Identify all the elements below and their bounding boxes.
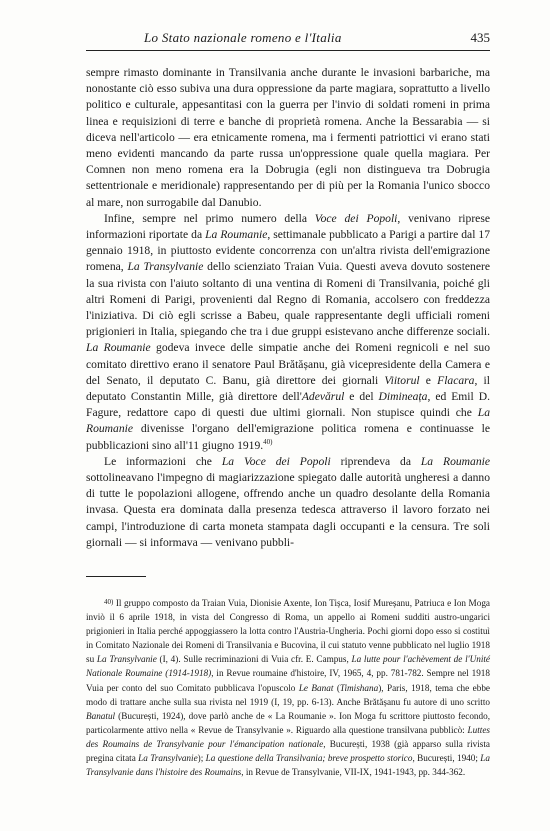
text-run: , ed Emil D. Fagure, redattore capo di questi due ultimi giornali. Non stupisce quindi che [86,390,490,420]
journal-title: La Roumanie [86,406,490,436]
footnote-mark: 40) [104,598,114,606]
journal-title: La Roumanie [86,341,151,355]
journal-title: La Voce dei Popoli [221,454,331,468]
running-header [86,26,490,51]
text-run: Il gruppo composto da Traian Vuia, Dionisie Axente, Ion Tișca, Iosif Mureșanu, Patriuca e Ion Moga inviò il 6 aprile 1918, in vista del Congresso di Roma, un appello ai Romeni sudditi austro-ungarici prigionieri in Italia perché appoggiassero la lotta contro l'Austria-Ungheria. Pochi giorni dopo esso si costituì in Comitato Nazionale dei Romeni di Transilvania e Bucovina, il cui statuto venne pubblicato nel luglio 1918 su [86,598,490,665]
cited-title: La Transylvanie dans l'histoire des Roumains [86,753,490,778]
cited-title: Luttes des Roumains de Transylvanie pour l'émancipation nationale [86,724,490,749]
journal-title: Flacara [437,373,475,387]
text-run: dello scienziato Traian Vuia. Questi aveva dovuto sostenere la sua rivista con l'aiuto soltanto di una ventina di Romeni di Transilvania, poiché gli altri Romeni di Parigi, provenienti dal Regno di Romania, accolsero con freddezza l'iniziativa. Di ciò egli scrisse a Babeu, quale rappresentante degli ufficiali romeni prigionieri in Italia, spiegando che tra i due gruppi esistevano anche differenze sociali. [86,260,491,339]
text-run: (I, 4). Sulle recriminazioni di Vuia cfr. E. Campus, [156,654,352,665]
paragraph-2 [86,211,490,454]
text-run: ); [197,753,206,764]
cited-title: Le Banat [298,682,334,693]
cited-title: La Transylvanie [138,753,198,764]
text-run: e [419,373,438,387]
text-run: (București, 1924), dove parlò anche de « La Roumanie ». Ion Moga fu scrittore piuttosto fecondo, particolarmente attivo nella « Revue de Transylvanie ». Riguardo alla questione transilvana pubblicò: [86,710,490,735]
journal-title: Dimineața [378,390,428,404]
cited-title: Banatul [86,710,116,721]
text-run: sempre rimasto dominante in Transilvania anche durante le invasioni barbariche, ma nonostante ciò esso subiva una dura oppressione da parte magiara, soprattutto a livello politico e culturale, appesantitasi con la guerra per l'invio di soldati romeni in prima linea e requisizioni di terre e banche di proprietà romena. Anche la Bessarabia — si diceva nell'articolo — era etnicamente romena, ma i fermenti patriottici vi erano stati meno evidenti mancando da parte russa un'oppressione quale quella magiara. Per Comnen non meno romena era la Dobrugia (egli non distingueva tra Dobrugia settentrionale e meridionale) rappresentando per di più per la Romania l'unico sbocco al mare, non surrogabile dal Danubio. [86,66,490,209]
text-run: , venivano riprese informazioni riportate da [86,211,490,242]
text-run: ( [333,682,340,693]
text-run: Le informazioni che [104,454,222,468]
text-run: , București, 1940; [412,753,481,764]
text-run: riprendeva da [330,454,421,468]
journal-title: Voce dei Popoli [314,211,398,225]
text-run: e del [344,390,379,404]
cited-title: La Transylvanie [96,654,157,665]
text-run: godeva invece delle simpatie anche dei Romeni regnicoli e nel suo comitato direttivo erano il senatore Paul Brătășanu, già vicepresidente della Camera e del Senato, il deputato C. Banu, già direttore dei giornali [86,341,490,387]
journal-title: La Transylvanie [127,260,204,274]
text-run: Infine, sempre nel primo numero della [104,211,315,225]
text-run: , București, 1938 (già apparso sulla rivista pregina citata [86,738,490,764]
footnote-separator [86,576,146,577]
cited-title: Timishana [339,682,379,693]
paragraph-1 [86,65,490,211]
journal-title: La Roumanie [205,228,268,242]
cited-title: La questione della Transilvania; breve prospetto storico [205,753,413,764]
journal-title: Viitorul [384,373,420,387]
journal-title: Adevărul [301,390,345,404]
main-text [86,65,490,551]
text-run: , settimanale pubblicato a Parigi a partire dal 17 gennaio 1918, in piuttosto evidente concorrenza con un'altra rivista dell'emigrazione romena, [86,228,491,274]
footnote-40 [86,595,490,779]
paragraph-3 [86,454,490,551]
running-title: Lo Stato nazionale romeno e l'Italia [144,30,342,45]
text-run: ), Paris, 1918, tema che ebbe modo di trattare anche sulla sua rivista nel 1919 (I, 19, pp. 6-13). Anche Brătășanu fu autore di uno scritto [86,682,491,707]
text-run: divenisse l'organo dell'emigrazione politica romena e continuasse le pubblicazioni sino all'11 giugno 1919. [86,422,490,452]
text-run: , in Revue roumaine d'histoire, IV, 1965, 4, pp. 781-782. Sempre nel 1918 Vuia per conto del suo Comitato pubblicava l'opuscolo [86,668,490,693]
page-number: 435 [470,30,490,45]
text-run: sottolineavano l'impegno di magiarizzazione spiegato dalle autorità ungheresi a danno di tutte le popolazioni allogene, offrendo anche un quadro desolante della Romania invasa. Questa era dominata dalla presenza tedesca attraverso il lavoro forzato nei campi, l'introduzione di carta moneta stampata dagli occupanti e la censura. Tre soli giornali — si informava — venivano pubbli- [86,471,490,549]
journal-title: La Roumanie [420,454,490,468]
text-run: , il deputato Constantin Mille, già direttore dell' [86,373,490,404]
cited-title: La lutte pour l'achèvement de l'Unité Nationale Roumaine (1914-1918) [86,654,491,679]
footnote-reference: 40) [263,437,273,446]
text-run: , in Revue de Transylvanie, VII-IX, 1941-1943, pp. 344-362. [241,767,466,778]
